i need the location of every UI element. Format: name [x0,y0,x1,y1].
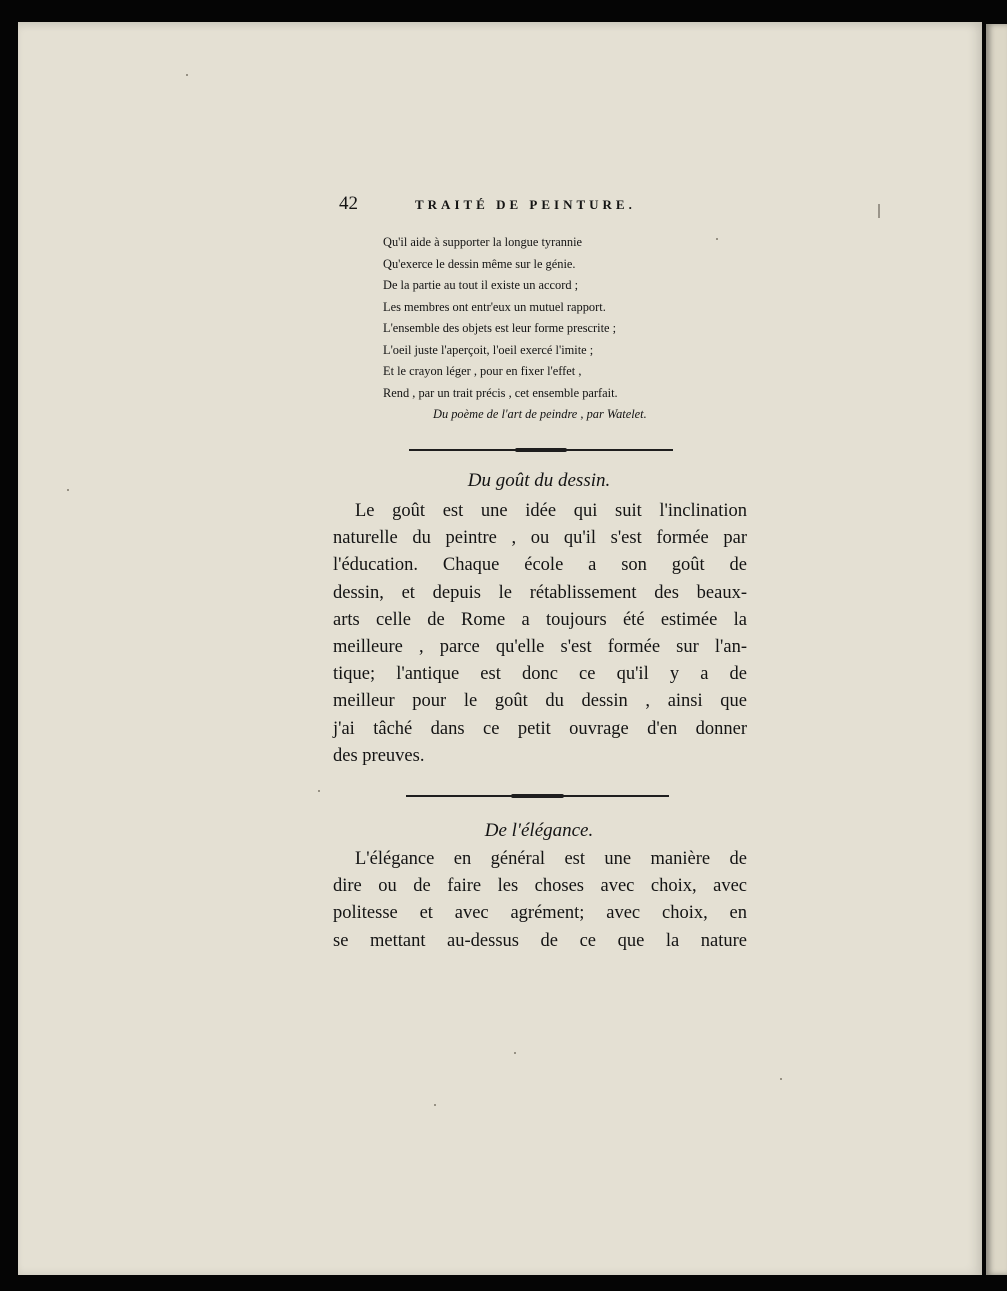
paper-speck [514,1052,516,1054]
text-line: l'éducation. Chaque école a son goût de [333,555,747,576]
text-line: tique; l'antique est donc ce qu'il y a de [333,664,747,685]
text-line: des preuves. [333,745,425,766]
poem-verse: Qu'exerce le dessin même sur le génie. [383,256,576,271]
section-paragraph [333,846,747,955]
poem-verse: L'ensemble des objets est leur forme prescrite ; [383,321,617,335]
poem-verse: De la partie au tout il existe un accord ; [383,278,579,292]
poem-verse: Et le crayon léger , pour en fixer l'effet , [383,364,582,378]
section-title: De l'élégance. [484,820,594,841]
text-line: j'ai tâché dans ce petit ouvrage d'en donner [333,718,747,739]
text-line: L'élégance en général est une manière de [355,849,747,869]
poem-verse: Qu'il aide à supporter la longue tyrannie [383,235,583,249]
poem-verse: Rend , par un trait précis , cet ensemble parfait. [383,385,618,400]
paper-speck [716,238,718,240]
paper-speck [318,790,320,792]
paper-speck [67,489,69,491]
text-line: dire ou de faire les choses avec choix, avec [333,876,747,897]
paper-speck [780,1078,782,1080]
section-divider [406,795,669,797]
text-line: politesse et avec agrément; avec choix, en [333,903,747,924]
ink-mark [878,204,880,218]
paper-speck [186,74,188,76]
text-line: Le goût est une idée qui suit l'inclination [355,501,747,521]
text-line: meilleur pour le goût du dessin , ainsi que [333,691,747,712]
running-head [339,193,739,217]
text-line: arts celle de Rome a toujours été estimée la [333,609,747,630]
text-line: se mettant au-dessus de ce que la nature [333,930,747,951]
text-line: naturelle du peintre , ou qu'il s'est formée par [333,528,747,549]
page-number: 42 [339,193,358,214]
poem-verse: L'oeil juste l'aperçoit, l'oeil exercé l'imite ; [383,342,594,357]
running-title: TRAITÉ DE PEINTURE. [415,197,636,212]
poem-verse: Les membres ont entr'eux un mutuel rapport. [383,299,606,314]
section-divider [409,449,673,451]
paper-speck [434,1104,436,1106]
section-paragraph [333,498,747,770]
section-title: Du goût du dessin. [467,470,611,491]
poem-attribution: Du poème de l'art de peindre , par Watelet. [433,407,647,421]
adjacent-page-edge [986,24,1007,1275]
poem-quotation [383,232,743,426]
text-line: meilleure , parce qu'elle s'est formée sur l'an- [333,637,747,658]
text-line: dessin, et depuis le rétablissement des beaux- [333,582,747,603]
